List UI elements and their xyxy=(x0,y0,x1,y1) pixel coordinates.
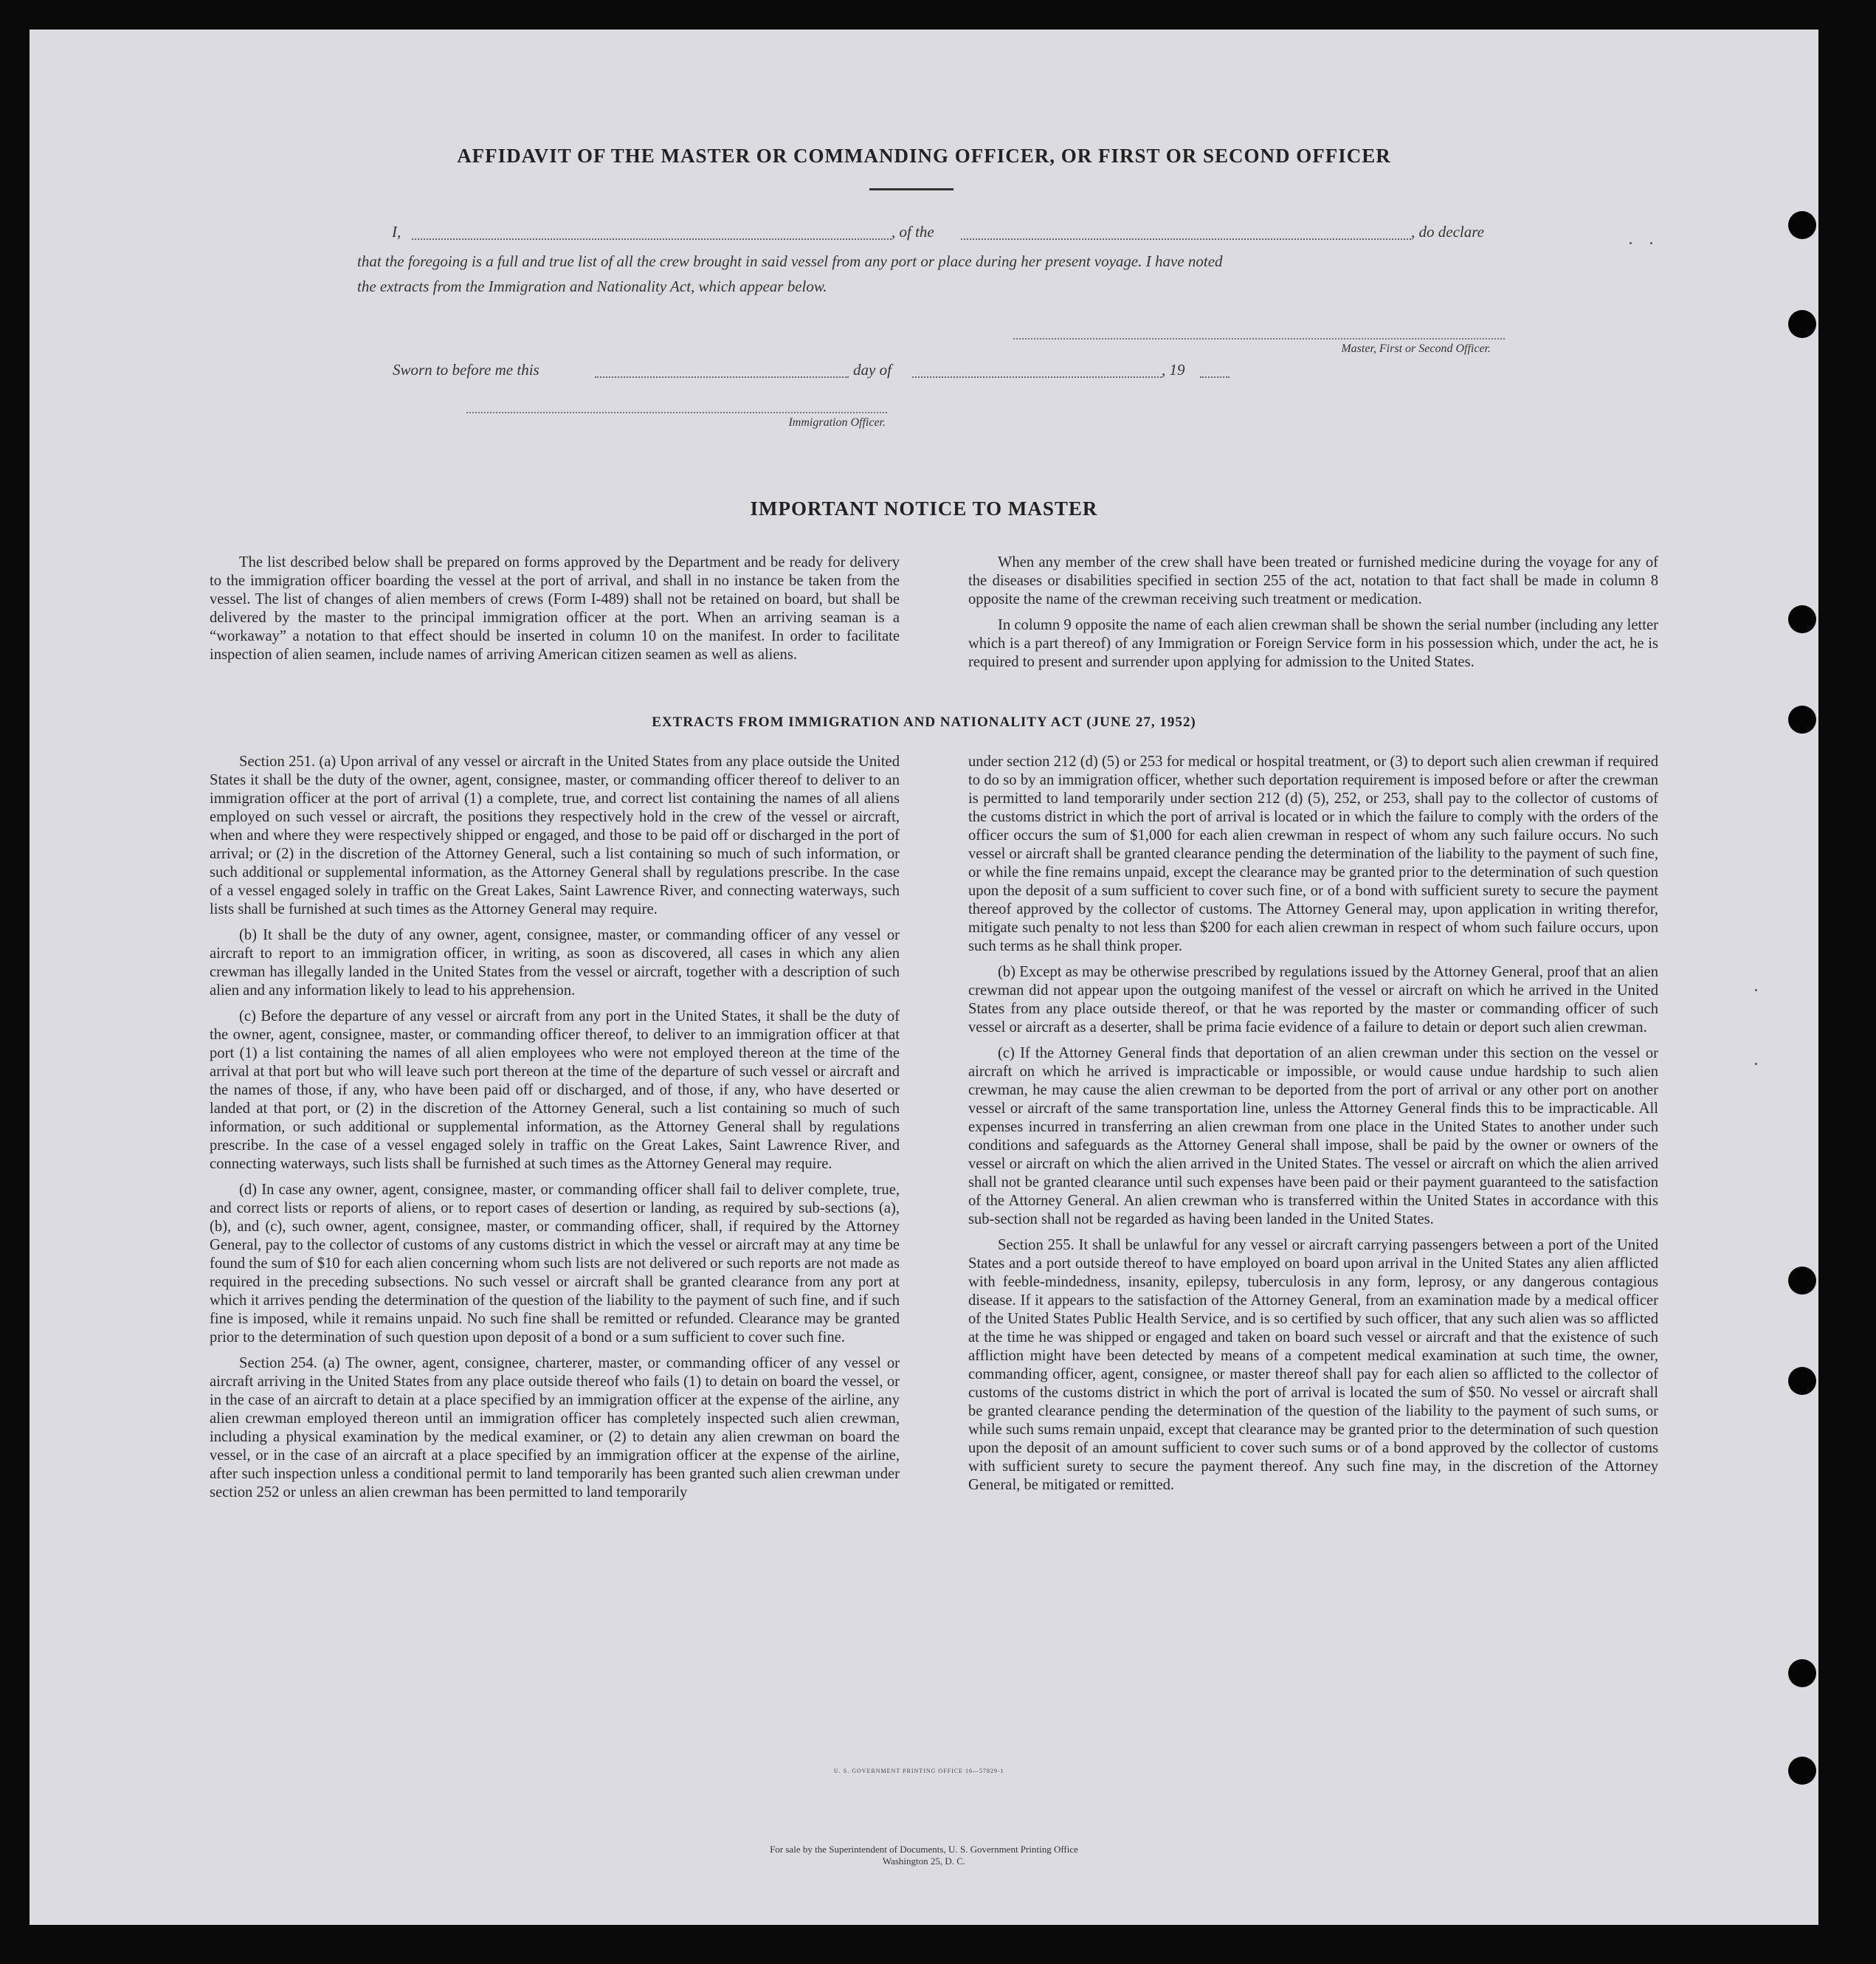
declaration-line-3: the extracts from the Immigration and Nationality Act, which appear below. xyxy=(357,278,827,295)
extracts-left-column xyxy=(210,753,900,1509)
sworn-day-field xyxy=(595,376,849,378)
act-paragraph: (b) Except as may be otherwise prescribed by regulations issued by the Attorney General, proof that an alien crewman did not appear upon the outgoing manifest of the vessel or aircraft on which he arrived in the United States from any place outside thereof, or that he was reported by the master or commanding officer of such vessel or aircraft as a deserter, shall be prima facie evidence of a failure to detain or deport such alien crewman. xyxy=(968,964,1658,1036)
day-of-label: day of xyxy=(853,361,892,379)
act-paragraph: under section 212 (d) (5) or 253 for medical or hospital treatment, or (3) to deport such alien crewman if required to do so by an immigration officer, whether such deportation requirement is imposed before or after the crewman is permitted to land temporarily under section 212 (d) (5), 252, or 253, shall pay to the collector of customs of the customs district in which the port of arrival is located or in which the failure to comply with the orders of the officer occurs the sum of $1,000 for each alien crewman in respect of whom any such failure occurs. No such vessel or aircraft shall be granted clearance pending the determination of the liability to the payment of such fine, or while the fine remains unpaid, except the clearance may be granted prior to the determination of such question upon the deposit of a sum sufficient to cover such fine, or of a bond with sufficient surety to secure the payment thereof approved by the collector of customs. The Attorney General may, upon application in writing therefor, mitigate such penalty to not less than $200 for each alien crewman in respect of whom such failure occurs, upon such terms as he shall think proper. xyxy=(968,754,1658,954)
declarant-name-field xyxy=(412,238,892,240)
act-paragraph: (c) If the Attorney General finds that deportation of an alien crewman under this section on the vessel or aircraft on which he arrived is impracticable or impossible, or would cause undue hardship to such alien crewman, he may cause the alien crewman to be deported from the port of arrival or any other port on another vessel or aircraft of the same transportation line, unless the Attorney General finds this to be impracticable. All expenses incurred in transferring an alien crewman from one place in the United States to another under such conditions and safeguards as the Attorney General shall impose, shall be paid by the owner or owners of the vessel or aircraft on which the alien arrived in the United States. The vessel or aircraft on which the alien arrived shall not be granted clearance until such expenses have been paid or their payment guaranteed to the satisfaction of the Attorney General. An alien crewman who is transferred within the United States in accordance with this sub-section shall not be regarded as having been landed in the United States. xyxy=(968,1045,1658,1227)
notice-right-column xyxy=(968,554,1658,679)
sworn-month-field xyxy=(912,376,1162,378)
notice-paragraph: In column 9 opposite the name of each alien crewman shall be shown the serial number (including any letter which is a part thereof) of any Immigration or Foreign Service form in his possession which, under the act, he is required to present and surrender upon applying for admission to the United States. xyxy=(968,617,1658,670)
declaration-of-the: , of the xyxy=(892,223,934,241)
signature-label: Master, First or Second Officer. xyxy=(1341,342,1491,355)
punch-hole xyxy=(1788,1659,1816,1687)
punch-hole xyxy=(1788,310,1816,338)
immigration-officer-label: Immigration Officer. xyxy=(788,416,886,429)
year-prefix: , 19 xyxy=(1162,361,1185,379)
title-divider xyxy=(869,188,953,190)
scan-mark xyxy=(1630,242,1632,244)
sworn-label: Sworn to before me this xyxy=(393,361,539,379)
gpo-imprint: U. S. GOVERNMENT PRINTING OFFICE 16—57829-1 xyxy=(834,1768,1004,1774)
notice-left-column xyxy=(210,554,900,672)
punch-hole xyxy=(1788,1367,1816,1395)
declaration-do-declare: , do declare xyxy=(1411,223,1484,241)
sworn-year-field xyxy=(1200,376,1230,378)
document-page xyxy=(30,30,1818,1925)
notice-paragraph: When any member of the crew shall have been treated or furnished medicine during the voyage for any of the diseases or disabilities specified in section 255 of the act, notation to that fact shall be made in column 8 opposite the name of the crewman receiving such treatment or medication. xyxy=(968,554,1658,607)
punch-hole xyxy=(1788,1757,1816,1785)
act-paragraph: (d) In case any owner, agent, consignee, master, or commanding officer shall fail to deliver complete, true, and correct lists or reports of aliens, or to report cases of desertion or landing, as required by sub-sections (a), (b), and (c), such owner, agent, consignee, master, or commanding officer, shall, if required by the Attorney General, pay to the collector of customs of any customs district in which the vessel or aircraft may at any time be found the sum of $10 for each alien concerning whom such lists are not delivered or such reports are not made as required in the preceding subsections. No such vessel or aircraft shall be granted clearance from any port at which it arrives pending the determination of the question of the liability to the payment of such fine, and if such fine is imposed, while it remains unpaid. No such fine shall be remitted or refunded. Clearance may be granted prior to the determination of such question upon deposit of a bond or a sum sufficient to cover such fine. xyxy=(210,1182,900,1345)
punch-hole xyxy=(1788,1267,1816,1295)
notice-title: IMPORTANT NOTICE TO MASTER xyxy=(750,497,1098,520)
notice-paragraph: The list described below shall be prepared on forms approved by the Department and be ready for delivery to the immigration officer boarding the vessel at the port of arrival, and shall in no instance be taken from the vessel. The list of changes of alien members of crews (Form I-489) shall not be retained on board, but shall be delivered by the master to the principal immigration officer at the port. When an arriving seaman is a “workaway” a notation to that effect should be inserted in column 10 on the manifest. In order to facilitate inspection of alien seamen, include names of arriving American citizen seamen as well as aliens. xyxy=(210,554,900,663)
scan-mark xyxy=(1650,242,1652,244)
declaration-line-2: that the foregoing is a full and true list of all the crew brought in said vessel from any port or place during her present voyage. I have noted xyxy=(357,252,1223,270)
punch-hole xyxy=(1788,211,1816,239)
declaration-i-label: I, xyxy=(392,223,401,241)
act-paragraph: (c) Before the departure of any vessel or aircraft from any port in the United States, it shall be the duty of the owner, agent, consignee, master, or commanding officer thereof, to deliver to an immigration officer at that port (1) a list containing the names of all alien employees who were not employed thereon at the time of the arrival at that port but who will leave such port thereon at the time of the departure of such vessel or aircraft and the names of those, if any, who have been paid off or discharged, and of those, if any, who have deserted or landed at that port, or (2) in the discretion of the Attorney General, such a list containing so much of such information, or such additional or supplemental information, as the Attorney General shall by regulations prescribe. In the case of a vessel engaged solely in traffic on the Great Lakes, Saint Lawrence River, and connecting waterways, such lists shall be furnished at such times as the Attorney General may require. xyxy=(210,1008,900,1172)
act-paragraph: Section 255. It shall be unlawful for any vessel or aircraft carrying passengers between a port of the United States and a port outside thereof to have employed on board upon arrival in the United States any alien afflicted with feeble-mindedness, insanity, epilepsy, tuberculosis in any form, leprosy, or any dangerous contagious disease. If it appears to the satisfaction of the Attorney General, from an examination made by a medical officer of the United States Public Health Service, and is so certified by such officer, that any such alien was so afflicted at the time he was shipped or engaged and taken on board such vessel or aircraft and that the existence of such affliction might have been detected by means of a competent medical examination at such time, the owner, commanding officer, agent, consignee, or master thereof shall pay for each alien so afflicted to the collector of customs of the customs district in which the port of arrival is located the sum of $50. No vessel or aircraft shall be granted clearance pending the determination of the question of the liability to the payment of such sums, or while such sums remain unpaid, except that clearance may be granted prior to the determination of such question upon the deposit of an amount sufficient to cover such sums or of a bond approved by the collector of customs with sufficient surety to secure the payment thereof. Any such fine may, in the discretion of the Attorney General, be mitigated or remitted. xyxy=(968,1237,1658,1493)
scan-mark xyxy=(1755,1063,1757,1065)
vessel-name-field xyxy=(961,238,1411,240)
immigration-officer-signature-line xyxy=(466,412,887,413)
sale-line-2: Washington 25, D. C. xyxy=(882,1856,966,1867)
scan-mark xyxy=(1755,989,1757,991)
punch-hole xyxy=(1788,605,1816,633)
act-paragraph: Section 254. (a) The owner, agent, consignee, charterer, master, or commanding officer of any vessel or aircraft arriving in the United States from any place outside thereof who fails (1) to detain on board the vessel, or in the case of an aircraft to detain at a place specified by an immigration officer at the expense of the airline, any alien crewman employed thereon until an immigration officer has completely inspected such alien crewman, including a physical examination by the medical examiner, or (2) to detain any alien crewman on board the vessel, or in the case of an aircraft at a place specified by an immigration officer at the expense of the airline, after such inspection unless a conditional permit to land temporarily has been granted such alien crewman under section 252 or unless an alien crewman has been permitted to land temporarily xyxy=(210,1355,900,1500)
act-paragraph: Section 251. (a) Upon arrival of any vessel or aircraft in the United States from any place outside the United States it shall be the duty of the owner, agent, consignee, master, or commanding officer thereof to deliver to an immigration officer at the port of arrival (1) a complete, true, and correct list containing the names of all aliens employed on such vessel or aircraft, the positions they respectively hold in the crew of the vessel or aircraft, when and where they were respectively shipped or engaged, and those to be paid off or discharged in the port of arrival; or (2) in the discretion of the Attorney General, such a list containing so much of such information, or such additional or supplemental information, as the Attorney General shall by regulations prescribe. In the case of a vessel engaged solely in traffic on the Great Lakes, Saint Lawrence River, and connecting waterways, such lists shall be furnished at such times as the Attorney General may require. xyxy=(210,754,900,917)
officer-signature-line xyxy=(1013,338,1505,340)
punch-hole xyxy=(1788,706,1816,734)
extracts-right-column xyxy=(968,753,1658,1502)
sale-line-1: For sale by the Superintendent of Documents, U. S. Government Printing Office xyxy=(770,1844,1078,1855)
act-paragraph: (b) It shall be the duty of any owner, agent, consignee, master, or commanding officer of any vessel or aircraft to report to an immigration officer, in writing, as soon as discovered, all cases in which any alien crewman has illegally landed in the United States from the vessel or aircraft, together with a description of such alien and any information likely to lead to his apprehension. xyxy=(210,927,900,999)
affidavit-title: AFFIDAVIT OF THE MASTER OR COMMANDING OFFICER, OR FIRST OR SECOND OFFICER xyxy=(457,145,1391,167)
extracts-title: EXTRACTS FROM IMMIGRATION AND NATIONALITY ACT (JUNE 27, 1952) xyxy=(652,714,1196,730)
